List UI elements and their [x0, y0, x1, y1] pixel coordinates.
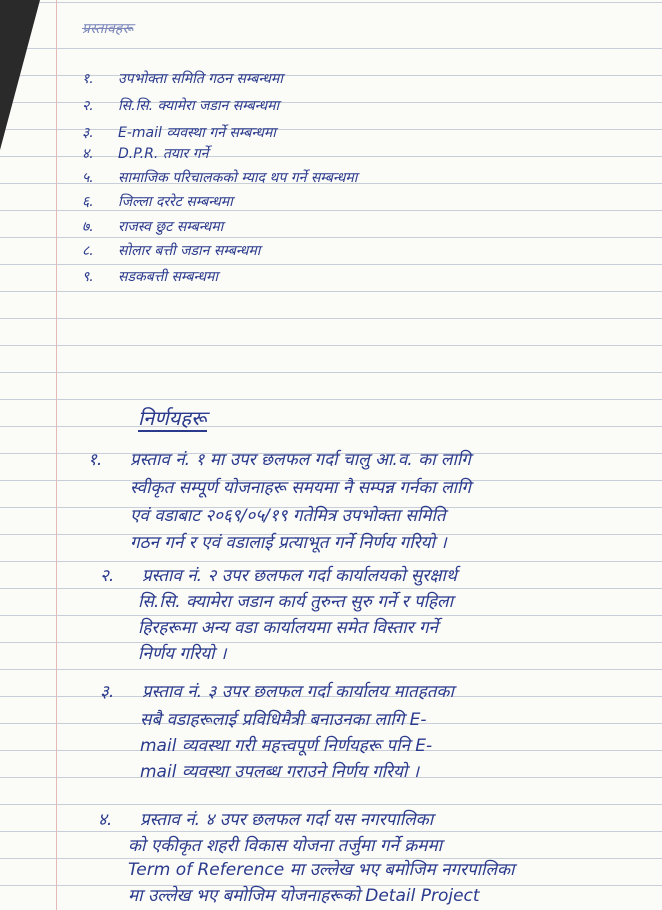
decision-line: मा उल्लेख भए बमोजिम योजनाहरूको Detail Project [128, 886, 480, 906]
decision-line: mail व्यवस्था उपलब्ध गराउने निर्णय गरियो । [140, 762, 420, 782]
agenda-item: ३. E-mail व्यवस्था गर्ने सम्बन्धमा [82, 125, 276, 141]
agenda-item: १. उपभोक्ता समिति गठन सम्बन्धमा [82, 71, 283, 87]
agenda-item: ९. सडकबत्ती सम्बन्धमा [82, 269, 218, 285]
agenda-item: ७. राजस्व छुट सम्बन्धमा [82, 219, 224, 235]
decision-line: स्वीकृत सम्पूर्ण योजनाहरू समयमा नै सम्पन्न गर्नका लागि [130, 478, 472, 498]
decision-line: गठन गर्न र एवं वडालाई प्रत्याभूत गर्ने निर्णय गरियो । [130, 533, 447, 553]
decision-line: ४. प्रस्ताव नं. ४ उपर छलफल गर्दा यस नगरपालिका [98, 810, 434, 830]
folded-corner [0, 0, 40, 150]
agenda-item: ४. D.P.R. तयार गर्ने [82, 146, 209, 162]
agenda-item: ८. सोलार बत्ती जडान सम्बन्धमा [82, 243, 261, 259]
decision-line: हिरहरूमा अन्य वडा कार्यालयमा समेत विस्तार गर्ने [138, 618, 438, 638]
margin-rule [56, 0, 57, 910]
decision-line: ३. प्रस्ताव नं. ३ उपर छलफल गर्दा कार्यालय मातहतका [100, 682, 454, 702]
decisions-heading: निर्णयहरू [138, 406, 207, 430]
decision-line: निर्णय गरियो । [138, 644, 227, 664]
decision-line: Term of Reference मा उल्लेख भए बमोजिम नगरपालिका [128, 860, 515, 880]
decision-line: सि.सि. क्यामेरा जडान कार्य तुरुन्त सुरु गर्ने र पहिला [138, 592, 453, 612]
agenda-item: ५. सामाजिक परिचालकको म्याद थप गर्ने सम्बन्धमा [82, 170, 358, 186]
agenda-item: २. सि.सि. क्यामेरा जडान सम्बन्धमा [82, 98, 280, 114]
decision-line: mail व्यवस्था गरी महत्त्वपूर्ण निर्णयहरू पनि E- [140, 736, 433, 756]
decision-line: २. प्रस्ताव नं. २ उपर छलफल गर्दा कार्यालयको सुरक्षार्थ [100, 566, 457, 586]
decision-line: सबै वडाहरूलाई प्रविधिमैत्री बनाउनका लागि E- [140, 710, 427, 730]
top-heading: प्रस्तावहरू [82, 21, 134, 37]
decision-line: को एकीकृत शहरी विकास योजना तर्जुमा गर्ने क्रममा [128, 836, 443, 856]
decision-line: एवं वडाबाट २०६९/०५/१९ गतेमित्र उपभोक्ता समिति [130, 506, 446, 526]
agenda-item: ६. जिल्ला दररेट सम्बन्धमा [82, 194, 233, 210]
decision-line: १. प्रस्ताव नं. १ मा उपर छलफल गर्दा चालु आ.व. का लागि [88, 450, 471, 470]
